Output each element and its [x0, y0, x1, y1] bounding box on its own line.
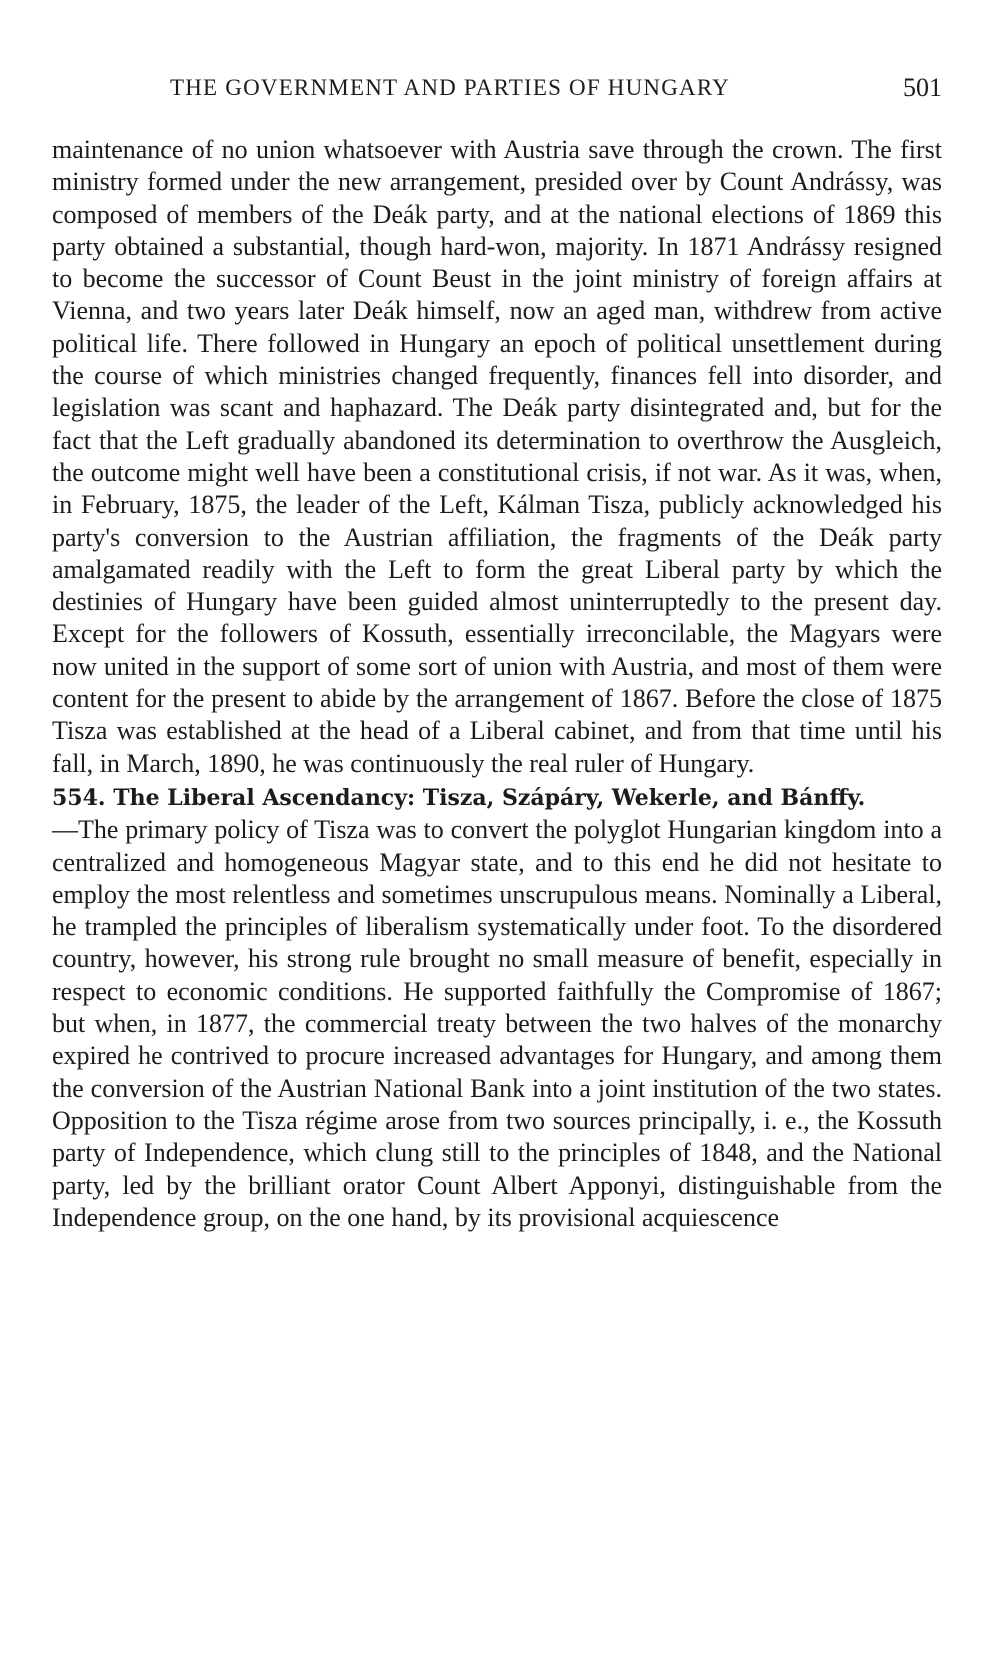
paragraph-continuation: maintenance of no union whatsoever with Austria save through the crown. The first ministry formed under the new arrangement, presided over by Count Andrássy, was composed of members of the Deák party, and at the national elections of 1869 this party obtained a substantial, though hard-won, majority. In 1871 Andrássy resigned to become the successor of Count Beust in the joint ministry of foreign affairs at Vienna, and two years later Deák himself, now an aged man, withdrew from active political life. There followed in Hungary an epoch of political unsettlement during the course of which ministries changed frequently, finances fell into disorder, and legislation was scant and haphazard. The Deák party disintegrated and, but for the fact that the Left gradually abandoned its determination to overthrow the Ausgleich, the outcome might well have been a constitutional crisis, if not war. As it was, when, in February, 1875, the leader of the Left, Kálman Tisza, publicly acknowledged his party's conversion to the Austrian affiliation, the fragments of the Deák party amalgamated readily with the Left to form the great Liberal party by which the destinies of Hungary have been guided almost uninterruptedly to the present day. Except for the followers of Kossuth, essentially irreconcilable, the Magyars were now united in the support of some sort of union with Austria, and most of them were content for the present to abide by the arrangement of 1867. Before the close of 1875 Tisza was established at the head of a Liberal cabinet, and from that time until his fall, in March, 1890, he was continuously the real ruler of Hungary. — [52, 135, 942, 778]
paragraph-section-554 — [52, 781, 942, 1234]
section-text: —The primary policy of Tisza was to convert the polyglot Hungarian kingdom into a centralized and homogeneous Magyar state, and to this end he did not hesitate to employ the most relentless and sometimes unscrupulous means. Nominally a Liberal, he trampled the principles of liberalism systematically under foot. To the disordered country, however, his strong rule brought no small measure of benefit, especially in respect to economic conditions. He supported faithfully the Compromise of 1867; but when, in 1877, the commercial treaty between the two halves of the monarchy expired he contrived to procure increased advantages for Hungary, and among them the conversion of the Austrian National Bank into a joint institution of the two states. Opposition to the Tisza régime arose from two sources principally, i. e., the Kossuth party of Independence, which clung still to the principles of 1848, and the National party, led by the brilliant orator Count Albert Apponyi, distinguishable from the Independence group, on the one hand, by its provisional acquiescence — [52, 815, 942, 1232]
page-body — [52, 134, 942, 1234]
book-page — [52, 0, 942, 1232]
running-title: THE GOVERNMENT AND PARTIES OF HUNGARY — [170, 75, 730, 100]
section-heading: 554. The Liberal Ascendancy: Tisza, Szápáry, Wekerle, and Bánffy. — [52, 784, 866, 811]
running-head — [52, 0, 942, 102]
page-number: 501 — [903, 73, 942, 102]
